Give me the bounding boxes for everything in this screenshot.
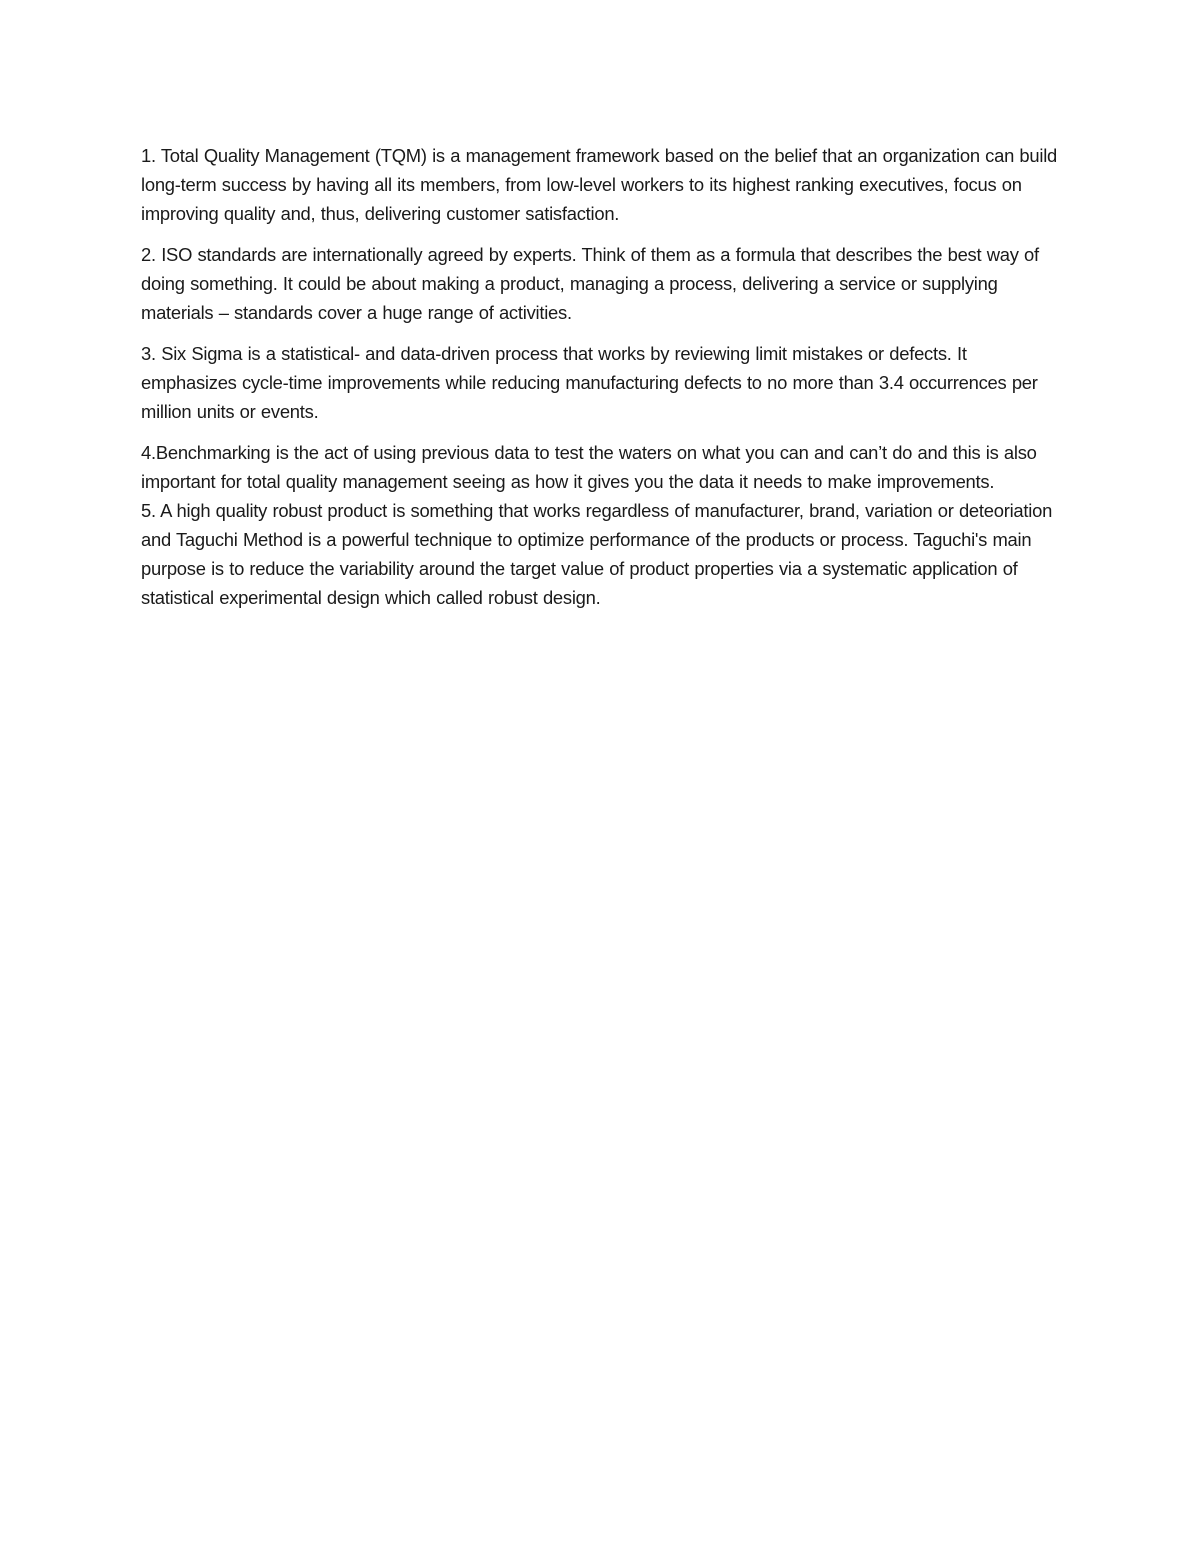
paragraph-iso-standards: 2. ISO standards are internationally agreed by experts. Think of them as a formula that describes the best way of doing something. It could be about making a product, managing a process, delivering a service or supplying materials – standards cover a huge range of activities. (141, 244, 1039, 323)
paragraph-taguchi-method: 5. A high quality robust product is something that works regardless of manufacturer, brand, variation or deteoriation and Taguchi Method is a powerful technique to optimize performance of the products or process. Taguchi's main purpose is to reduce the variability around the target value of product properties via a systematic application of statistical experimental design which called robust design. (141, 500, 1053, 608)
paragraph-six-sigma: 3. Six Sigma is a statistical- and data-driven process that works by reviewing limit mistakes or defects. It emphasizes cycle-time improvements while reducing manufacturing defects to no more than 3.4 occurrences per million units or events. (141, 343, 1038, 422)
paragraph-benchmarking: 4.Benchmarking is the act of using previous data to test the waters on what you can and can’t do and this is also important for total quality management seeing as how it gives you the data it needs to make improvements. (141, 442, 1037, 492)
paragraph-tqm: 1. Total Quality Management (TQM) is a management framework based on the belief that an organization can build long-term success by having all its members, from low-level workers to its highest ranking executives, focus on improving quality and, thus, delivering customer satisfaction. (141, 145, 1058, 224)
document-body (141, 141, 1066, 624)
